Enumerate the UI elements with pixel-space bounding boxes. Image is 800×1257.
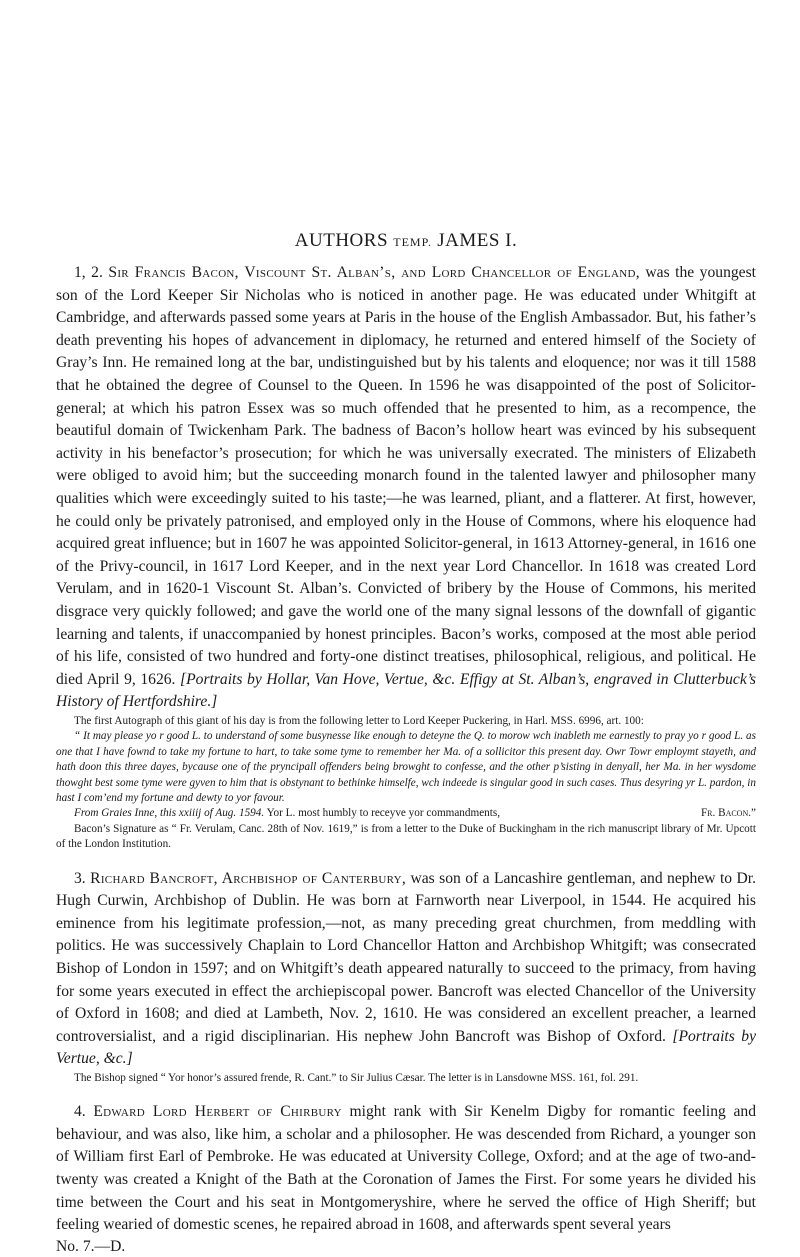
autograph-note: The Bishop signed “ Yor honor’s assured frende, R. Cant.” to Sir Julius Cæsar. The letter is in Lansdowne MSS. 161, fol. 291.: [74, 1071, 639, 1084]
letter-signature: Fr. Bacon.”: [700, 807, 756, 820]
entry-text: was son of a Lancashire gentleman, and nephew to Dr. Hugh Curwin, Archbishop of Dublin. He was born at Farnworth near Liverpool, in 1544. He acquired his eminence from his legitimate profession,—not, as many preceding great churchmen, from meddling with politics. He was successively Chaplain to Lord Chancellor Hatton and Archbishop Whitgift; was consecrated Bishop of London in 1597; and on Whitgift’s death appeared naturally to succeed to the primacy, from having for some years executed in effect the archiepiscopal power. Bancroft was elected Chancellor of the University of Oxford in 1608; and died at Lambeth, Nov. 2, 1610. He was considered an excellent preacher, a learned controversialist, and a rigid disciplinarian. His nephew John Bancroft was Bishop of Oxford.: [56, 869, 757, 1045]
entry-bacon: [56, 262, 756, 714]
entry-herbert: [56, 1101, 756, 1237]
heading-main: AUTHORS: [294, 230, 389, 251]
heading-rest: JAMES I.: [437, 230, 518, 251]
letter-from: From Graies Inne, this xxiiij of Aug. 1594.: [74, 807, 265, 820]
page-signature-mark: No. 7.—D.: [56, 1237, 126, 1255]
heading-temp: TEMP.: [393, 235, 432, 249]
entry-name: Richard Bancroft, Archbishop of Canterbury,: [90, 869, 407, 887]
entry-portraits: [Portraits by Vertue, &c.]: [56, 1027, 756, 1068]
letter-closing: [56, 806, 756, 821]
letter-text: “ It may please yo r good L. to understand of some busynesse like enough to deteyne the Q. to morow wch inableth me earnestly to pray yo r good L. as one that I have fownd to take my fortune to hart, to take some tyme to remember her Ma. of a sollicitor this present day. Owr Towr employmt stayeth, and hath doon this three dayes, bycause one of the pryncipall offenders being browght to confesse, and the other p’sisting in denyall, her Ma. in her wysdome thowght best some tyme were gyven to him that is obstynant to bethinke himselfe, wch indeede is singular good in such cases. Thus desyring yr L. pardon, in hast I com’end my fortune and dewty to yor favour.: [56, 730, 756, 804]
entry-portraits: [Portraits by Hollar, Van Hove, Vertue, &c. Effigy at St. Alban’s, engraved in Clutterbuck’s History of Hertfordshire.]: [56, 670, 756, 711]
letter-valediction: Yor L. most humbly to receyve yor commandments,: [266, 807, 501, 820]
page: [56, 0, 756, 1257]
entry-number: 3.: [74, 869, 86, 887]
entry-number: 4.: [74, 1103, 86, 1121]
entry-number: 1, 2.: [74, 264, 103, 281]
page-heading: [56, 230, 756, 252]
entry-text: might rank with Sir Kenelm Digby for romantic feeling and behaviour, and was also, like him, a scholar and a philosopher. He was descended from Richard, a younger son of William first Earl of Pembroke. He was educated at University College, Oxford; and at the age of two-and-twenty was created a Knight of the Bath at the Coronation of James the First. For some years he divided his time between the Court and his seat in Montgomeryshire, where he served the office of High Sheriff; but feeling wearied of domestic scenes, he repaired abroad in 1608, and afterwards spent several years: [56, 1103, 756, 1234]
entry-name: Edward Lord Herbert of Chirbury: [93, 1103, 342, 1121]
signature-note: Bacon’s Signature as “ Fr. Verulam, Canc. 28th of Nov. 1619,” is from a letter to the Duke of Buckingham in the rich manuscript library of Mr. Upcott of the London Institution.: [56, 822, 756, 851]
entry-name: Sir Francis Bacon, Viscount St. Alban’s, and Lord Chancellor of England,: [108, 264, 640, 281]
entry-bancroft: [56, 868, 756, 1071]
autograph-note: The first Autograph of this giant of his day is from the following letter to Lord Keeper Puckering, in Harl. MSS. 6996, art. 100:: [74, 714, 644, 727]
entry-text: was the youngest son of the Lord Keeper Sir Nicholas who is noticed in another page. He was educated under Whitgift at Cambridge, and afterwards passed some years at Paris in the house of the English Ambassador. But, his father’s death preventing his hopes of advancement in diplomacy, he returned and entered himself of the Society of Gray’s Inn. He remained long at the bar, undistinguished but by his talents and eloquence; nor was it till 1588 that he obtained the degree of Counsel to the Queen. In 1596 he was disappointed of the post of Solicitor-general; at which his patron Essex was so much offended that he presented to him, as a recompence, the beautiful domain of Twickenham Park. The badness of Bacon’s hollow heart was evinced by his subsequent activity in his benefactor’s prosecution; for which he was universally execrated. The ministers of Elizabeth were obliged to avoid him; but the succeeding monarch found in the talented lawyer and philosopher many qualities which were exceedingly suited to his taste;—he was learned, pliant, and a flatterer. At first, however, he could only be privately patronised, and employed only in the House of Commons, where his eloquence had acquired great influence; but in 1607 he was appointed Solicitor-general, in 1613 Attorney-general, in 1616 one of the Privy-council, in 1617 Lord Keeper, and in the next year Lord Chancellor. In 1618 was created Lord Verulam, and in 1620-1 Viscount St. Alban’s. Convicted of bribery by the House of Commons, his merited disgrace very quickly followed; and gave the world one of the many signal lessons of the downfall of gigantic learning and talents, if unaccompanied by honest principles. Bacon’s works, composed at the most able period of his life, consisted of two hundred and forty-one distinct treatises, philosophical, religious, and political. He died April 9, 1626.: [56, 264, 756, 688]
